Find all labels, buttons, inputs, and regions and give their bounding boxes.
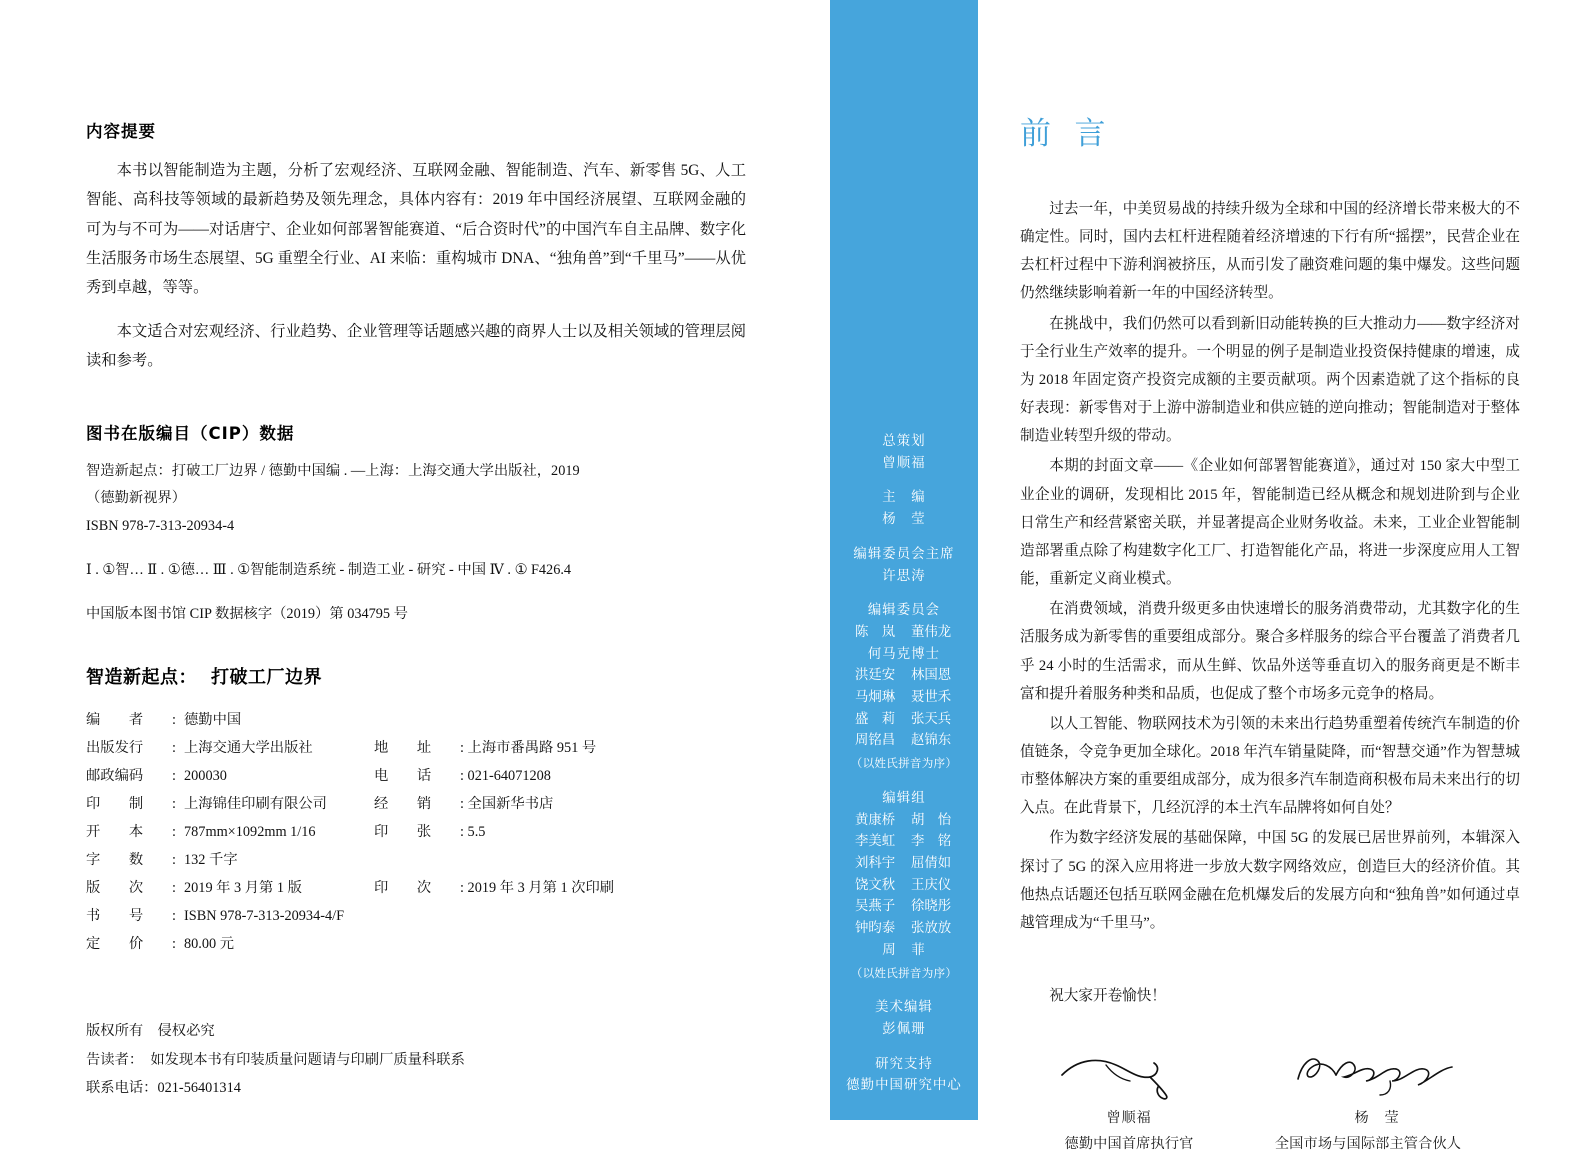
table-row — [86, 931, 746, 959]
imprint-key: 印 制 — [86, 796, 144, 813]
signature-block-1 — [1034, 1045, 1224, 1153]
imprint-colon: : — [172, 880, 176, 897]
imprint-colon: : — [172, 936, 176, 953]
imprint-value: 80.00 元 — [184, 936, 235, 953]
credit-role: 编辑委员会主席 — [853, 545, 955, 561]
credit-name: 何马克博士 — [867, 645, 941, 661]
imprint-value-2 — [460, 875, 746, 903]
credit-name-pair — [830, 809, 978, 831]
preface-closing: 祝大家开卷愉快！ — [1049, 988, 1166, 1005]
credit-name: 胡 怡 — [911, 811, 952, 827]
signature-icon — [1054, 1045, 1204, 1101]
cip-block-3 — [86, 601, 746, 629]
imprint-key-2: 印 次 — [374, 880, 432, 897]
imprint-colon: : — [172, 908, 176, 925]
cip-line: （德勤新视界） — [86, 490, 187, 507]
credit-name-pair — [830, 621, 978, 643]
table-row — [86, 735, 746, 763]
credit-name: 陈 岚 — [855, 623, 896, 639]
credit-name-pair — [830, 729, 978, 751]
credit-name-pair — [830, 852, 978, 874]
imprint-value-2-text: 2019 年 3 月第 1 次印刷 — [467, 880, 615, 897]
preface-page — [978, 0, 1587, 1152]
credit-name: 王庆仪 — [911, 876, 952, 892]
signature-row — [1020, 1045, 1520, 1165]
signature-name: 杨 莹 — [1354, 1109, 1400, 1126]
table-row — [86, 903, 746, 931]
credit-name: 彭佩珊 — [882, 1021, 926, 1037]
book-title-sub: 打破工厂边界 — [211, 666, 322, 688]
imprint-value: 德勤中国 — [184, 712, 242, 729]
credit-name: 徐晓彤 — [911, 898, 952, 914]
preface-paragraph: 在挑战中，我们仍然可以看到新旧动能转换的巨大推动力——数字经济对于全行业生产效率的提升。一个明显的例子是制造业投资保持健康的增速，成为 2018 年固定资产投资完成额的主要贡献项。两个因素造就了这个指标的良好表现：新零售对于上游中游制造业和供应链的逆向推动；智能制造对于整体制造业转型升级的带动。 — [1020, 315, 1520, 445]
summary-paragraph-2: 本文适合对宏观经济、行业趋势、企业管理等话题感兴趣的商界人士以及相关领域的管理层阅读和参考。 — [86, 322, 746, 370]
imprint-key: 开 本 — [86, 824, 144, 841]
imprint-value-2-text: 上海市番禺路 951 号 — [467, 740, 597, 757]
masthead-credits — [830, 430, 978, 1096]
credit-name: 曾顺福 — [882, 454, 926, 470]
cip-block-1 — [86, 458, 746, 542]
credit-name-pair — [830, 874, 978, 896]
credit-name: 德勤中国研究中心 — [846, 1077, 962, 1093]
credit-name: 杨 莹 — [882, 511, 926, 527]
imprint-key: 定 价 — [86, 936, 144, 953]
imprint-key-2: 电 话 — [374, 768, 432, 785]
credit-name: 马炯琳 — [855, 689, 896, 705]
table-row — [86, 763, 746, 791]
credit-name: 屈倩如 — [911, 855, 952, 871]
imprint-key-2 — [374, 903, 460, 931]
imprint-key: 邮政编码 — [86, 768, 144, 785]
imprint-value-2-text: 5.5 — [467, 824, 486, 841]
credit-name: 周 菲 — [882, 941, 926, 957]
credit-note: （以姓氏拼音为序） — [850, 966, 958, 980]
credit-name: 林国恩 — [911, 667, 952, 683]
imprint-key: 字 数 — [86, 852, 144, 869]
imprint-key: 版 次 — [86, 880, 144, 897]
imprint-colon-2: : — [460, 796, 468, 813]
imprint-colon: : — [172, 740, 176, 757]
page-title: 前 言 — [1020, 116, 1113, 152]
credit-role: 美术编辑 — [875, 999, 933, 1015]
imprint-key-2 — [374, 707, 460, 735]
credit-name: 董伟龙 — [911, 623, 952, 639]
imprint-colon: : — [172, 768, 176, 785]
credit-name: 盛 莉 — [855, 710, 896, 726]
cip-block-2 — [86, 557, 746, 585]
credit-name: 钟昀泰 — [855, 920, 896, 936]
imprint-key-2: 地 址 — [374, 740, 432, 757]
imprint-colon-2: : — [460, 880, 468, 897]
table-row — [86, 819, 746, 847]
cip-line: 中国版本图书馆 CIP 数据核字（2019）第 034795 号 — [86, 606, 408, 623]
imprint-value: 上海锦佳印刷有限公司 — [184, 796, 327, 813]
credit-name-pair — [830, 708, 978, 730]
imprint-value-2 — [460, 847, 746, 875]
imprint-key-2: 印 张 — [374, 824, 432, 841]
signature-role: 德勤中国首席执行官 — [1064, 1135, 1194, 1152]
contact-phone: 联系电话：021-56401314 — [86, 1080, 241, 1097]
credit-name: 张天兵 — [911, 710, 952, 726]
credit-name: 刘科宇 — [855, 855, 896, 871]
rights-notice: 版权所有 侵权必究 — [86, 1023, 215, 1040]
preface-paragraph: 过去一年，中美贸易战的持续升级为全球和中国的经济增长带来极大的不确定性。同时，国内去杠杆进程随着经济增速的下行有所“摇摆”，民营企业在去杠杆过程中下游利润被挤压，从而引发了融资难问题的集中爆发。这些问题仍然继续影响着新一年的中国经济转型。 — [1020, 201, 1520, 302]
preface-paragraph: 本期的封面文章——《企业如何部署智能赛道》，通过对 150 家大中型工业企业的调研，发现相比 2015 年，智能制造已经从概念和规划进阶到与企业日常生产和经营紧密关联，并显著提高企业财务收益。未来，工业企业智能制造部署重点除了构建数字化工厂、打造智能化产品，将进一步深度应用人工智能，重新定义商业模式。 — [1020, 458, 1520, 588]
imprint-key: 编 者 — [86, 712, 144, 729]
imprint-value-2 — [460, 819, 746, 847]
credit-name: 洪廷安 — [855, 667, 896, 683]
signature-name: 曾顺福 — [1106, 1109, 1152, 1126]
imprint-value-2 — [460, 791, 746, 819]
credit-role: 编辑委员会 — [867, 602, 941, 618]
summary-heading: 内容提要 — [86, 122, 156, 141]
imprint-value: 787mm×1092mm 1/16 — [184, 824, 316, 841]
masthead-strip — [830, 0, 978, 1120]
signature-icon — [1292, 1045, 1462, 1101]
table-row — [86, 791, 746, 819]
signature-block-2 — [1274, 1045, 1472, 1153]
credit-name: 周铭昌 — [855, 732, 896, 748]
credit-role: 研究支持 — [875, 1055, 933, 1071]
table-row — [86, 875, 746, 903]
summary-paragraph-1: 本书以智能制造为主题，分析了宏观经济、互联网金融、智能制造、汽车、新零售 5G、人工智能、高科技等领域的最新趋势及领先理念，具体内容有：2019 年中国经济展望、互联网金融的可为与不可为——对话唐宁、企业如何部署智能赛道、“后合资时代”的中国汽车自主品牌、数字化生活服务市场生态展望、5G 重塑全行业、AI 来临：重构城市 DNA、“独角兽”到“千里马”——从优秀到卓越，等等。 — [86, 162, 746, 297]
imprint-key-2 — [374, 847, 460, 875]
imprint-value-2 — [460, 763, 746, 791]
reader-notice: 告读者： 如发现本书有印装质量问题请与印刷厂质量科联系 — [86, 1051, 465, 1068]
imprint-value-2 — [460, 931, 746, 959]
spacer — [86, 645, 746, 663]
book-title — [86, 663, 746, 689]
imprint-value-2 — [460, 903, 746, 931]
credit-role: 编辑组 — [882, 789, 926, 805]
imprint-value: 上海交通大学出版社 — [184, 740, 313, 757]
preface-content — [1020, 108, 1520, 1165]
cip-line: Ⅰ . ①智… Ⅱ . ①德… Ⅲ . ①智能制造系统 - 制造工业 - 研究 - 中国 Ⅳ . ① F426.4 — [86, 562, 572, 579]
credit-name-pair — [830, 686, 978, 708]
imprint-colon: : — [172, 852, 176, 869]
imprint-colon-2: : — [460, 824, 468, 841]
imprint-colon-2: : — [460, 740, 468, 757]
credit-name: 许思涛 — [882, 567, 926, 583]
spacer — [86, 390, 746, 420]
credit-role: 主 编 — [882, 489, 926, 505]
table-row — [86, 707, 746, 735]
imprint-colon-2: : — [460, 768, 468, 785]
imprint-colon: : — [172, 824, 176, 841]
imprint-key: 书 号 — [86, 908, 144, 925]
credit-name: 吴燕子 — [855, 898, 896, 914]
preface-paragraph: 作为数字经济发展的基础保障，中国 5G 的发展已居世界前列，本辑深入探讨了 5G 的深入应用将进一步放大数字网络效应，创造巨大的经济价值。其他热点话题还包括互联网金融在危机爆发后的发展方向和“独角兽”如何通过卓越管理成为“千里马”。 — [1020, 830, 1520, 931]
cip-heading: 图书在版编目（CIP）数据 — [86, 423, 295, 443]
imprint-table — [86, 707, 746, 959]
credit-name-pair — [830, 830, 978, 852]
cip-line: 智造新起点：打破工厂边界 / 德勤中国编 . —上海：上海交通大学出版社，2019 — [86, 462, 580, 479]
credit-name-pair — [830, 664, 978, 686]
credit-name: 聂世禾 — [911, 689, 952, 705]
signature-role: 全国市场与国际部主管合伙人 — [1274, 1135, 1462, 1152]
copyright-footer — [86, 1017, 746, 1103]
credit-name: 李 铭 — [911, 833, 952, 849]
credit-name: 饶文秋 — [855, 876, 896, 892]
imprint-value-2-text: 021-64071208 — [467, 768, 551, 785]
imprint-colon: : — [172, 796, 176, 813]
cip-line: ISBN 978-7-313-20934-4 — [86, 518, 235, 535]
credit-name: 赵锦东 — [911, 732, 952, 748]
imprint-value: 200030 — [184, 768, 227, 785]
credit-note: （以姓氏拼音为序） — [850, 757, 958, 771]
imprint-value-2 — [460, 707, 746, 735]
imprint-value: 2019 年 3 月第 1 版 — [184, 880, 302, 897]
credit-name: 李美虹 — [855, 833, 896, 849]
book-title-main: 智造新起点： — [86, 666, 197, 688]
imprint-key: 出版发行 — [86, 740, 144, 757]
preface-paragraph: 在消费领域，消费升级更多由快速增长的服务消费带动，尤其数字化的生活服务成为新零售的重要组成部分。聚合多样服务的综合平台覆盖了消费者几乎 24 小时的生活需求，而从生鲜、饮品外送等垂直切入的服务商更是不断丰富和提升着服务种类和品质，也促成了整个市场多元竞争的格局。 — [1020, 601, 1520, 702]
preface-paragraph: 以人工智能、物联网技术为引领的未来出行趋势重塑着传统汽车制造的价值链条，令竞争更加全球化。2018 年汽车销量陡降，而“智慧交通”作为智慧城市整体解决方案的重要组成部分，成为很多汽车制造商积极布局未来出行的切入点。在此背景下，几经沉浮的本土汽车品牌将如何自处？ — [1020, 715, 1520, 817]
copyright-page-content — [86, 118, 746, 1103]
credit-name-pair — [830, 917, 978, 939]
imprint-value-2 — [460, 735, 746, 763]
credit-name: 黄康桥 — [855, 811, 896, 827]
imprint-value: 132 千字 — [184, 852, 238, 869]
credit-name-pair — [830, 895, 978, 917]
credit-role: 总策划 — [882, 433, 926, 448]
table-row — [86, 847, 746, 875]
imprint-key-2 — [374, 931, 460, 959]
imprint-colon: : — [172, 712, 176, 729]
imprint-value-2-text: 全国新华书店 — [467, 796, 554, 813]
imprint-value: ISBN 978-7-313-20934-4/F — [184, 908, 345, 925]
credit-name: 张放放 — [911, 920, 952, 936]
imprint-key-2: 经 销 — [374, 796, 432, 813]
